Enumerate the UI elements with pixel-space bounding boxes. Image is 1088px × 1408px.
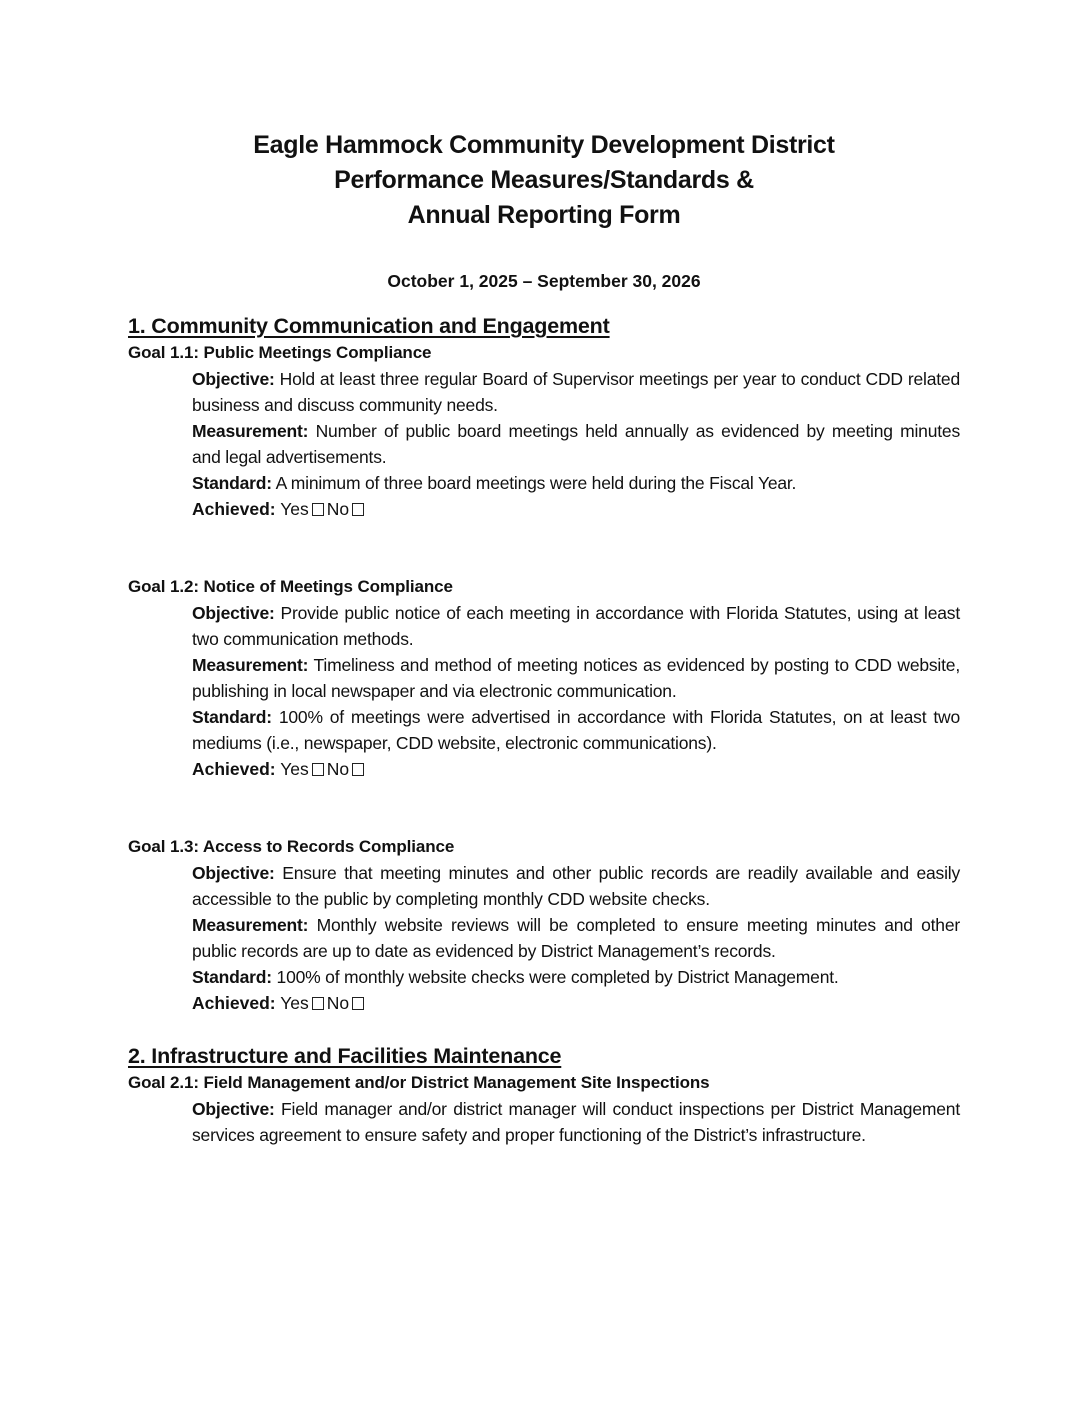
objective xyxy=(192,860,960,912)
section-heading: 2. Infrastructure and Facilities Maintenance xyxy=(128,1044,562,1068)
objective-text: Ensure that meeting minutes and other public records are readily available and easily accessible to the public by completing monthly CDD website checks. xyxy=(192,863,960,909)
title-block xyxy=(0,128,1088,293)
standard-text: 100% of meetings were advertised in accordance with Florida Statutes, on at least two mediums (i.e., newspaper, CDD website, electronic communications). xyxy=(192,707,960,753)
measurement-label: Measurement: xyxy=(192,421,309,441)
standard-text: 100% of monthly website checks were completed by District Management. xyxy=(276,967,839,987)
achieved-label: Achieved: xyxy=(192,759,276,779)
goal-1-3 xyxy=(128,834,960,1016)
no-label: No xyxy=(326,993,350,1013)
section-heading: 1. Community Communication and Engagement xyxy=(128,314,610,338)
objective xyxy=(192,1096,960,1148)
section-1 xyxy=(128,312,960,1016)
achieved-yes-checkbox[interactable] xyxy=(312,763,324,776)
title-line-2: Performance Measures/Standards & xyxy=(334,166,754,194)
spacer xyxy=(128,782,960,834)
standard-label: Standard: xyxy=(192,473,272,493)
reporting-period: October 1, 2025 – September 30, 2026 xyxy=(387,271,701,291)
yes-label: Yes xyxy=(280,759,309,779)
measurement-text: Number of public board meetings held annually as evidenced by meeting minutes and legal advertisements. xyxy=(192,421,960,467)
measurement xyxy=(192,418,960,470)
goal-1-2 xyxy=(128,574,960,782)
measurement-text: Timeliness and method of meeting notices as evidenced by posting to CDD website, publishing in local newspaper and via electronic communication. xyxy=(192,655,960,701)
goal-2-1 xyxy=(128,1070,960,1148)
objective-label: Objective: xyxy=(192,1099,275,1119)
yes-label: Yes xyxy=(280,993,309,1013)
section-2 xyxy=(128,1042,960,1148)
standard-text: A minimum of three board meetings were held during the Fiscal Year. xyxy=(275,473,797,493)
achieved-label: Achieved: xyxy=(192,499,276,519)
goal-body xyxy=(192,860,960,1016)
achieved xyxy=(192,756,960,782)
goal-heading: Goal 1.1: Public Meetings Compliance xyxy=(128,343,432,362)
achieved xyxy=(192,496,960,522)
title-line-3: Annual Reporting Form xyxy=(407,201,681,229)
document-content xyxy=(128,312,960,1148)
standard-label: Standard: xyxy=(192,707,272,727)
objective-label: Objective: xyxy=(192,369,275,389)
objective xyxy=(192,366,960,418)
objective-label: Objective: xyxy=(192,603,275,623)
achieved-no-checkbox[interactable] xyxy=(352,503,364,516)
objective-text: Hold at least three regular Board of Supervisor meetings per year to conduct CDD related business and discuss community needs. xyxy=(192,369,960,415)
measurement-label: Measurement: xyxy=(192,915,309,935)
goal-body xyxy=(192,1096,960,1148)
yes-label: Yes xyxy=(280,499,309,519)
spacer xyxy=(128,522,960,574)
no-label: No xyxy=(326,759,350,779)
standard xyxy=(192,704,960,756)
measurement xyxy=(192,652,960,704)
standard-label: Standard: xyxy=(192,967,272,987)
goal-1-1 xyxy=(128,340,960,522)
goal-heading: Goal 1.3: Access to Records Compliance xyxy=(128,837,455,856)
objective xyxy=(192,600,960,652)
goal-body xyxy=(192,600,960,782)
achieved xyxy=(192,990,960,1016)
achieved-label: Achieved: xyxy=(192,993,276,1013)
goal-heading: Goal 2.1: Field Management and/or District Management Site Inspections xyxy=(128,1073,710,1092)
goal-body xyxy=(192,366,960,522)
standard xyxy=(192,964,960,990)
objective-text: Provide public notice of each meeting in accordance with Florida Statutes, using at least two communication methods. xyxy=(192,603,960,649)
measurement-label: Measurement: xyxy=(192,655,309,675)
achieved-no-checkbox[interactable] xyxy=(352,997,364,1010)
spacer xyxy=(128,1016,960,1042)
measurement xyxy=(192,912,960,964)
achieved-yes-checkbox[interactable] xyxy=(312,503,324,516)
standard xyxy=(192,470,960,496)
no-label: No xyxy=(326,499,350,519)
measurement-text: Monthly website reviews will be completed to ensure meeting minutes and other public records are up to date as evidenced by District Management’s records. xyxy=(192,915,960,961)
achieved-yes-checkbox[interactable] xyxy=(312,997,324,1010)
title-line-1: Eagle Hammock Community Development District xyxy=(253,131,835,159)
achieved-no-checkbox[interactable] xyxy=(352,763,364,776)
objective-label: Objective: xyxy=(192,863,275,883)
goal-heading: Goal 1.2: Notice of Meetings Compliance xyxy=(128,577,453,596)
objective-text: Field manager and/or district manager will conduct inspections per District Management services agreement to ensure safety and proper functioning of the District’s infrastructure. xyxy=(192,1099,960,1145)
